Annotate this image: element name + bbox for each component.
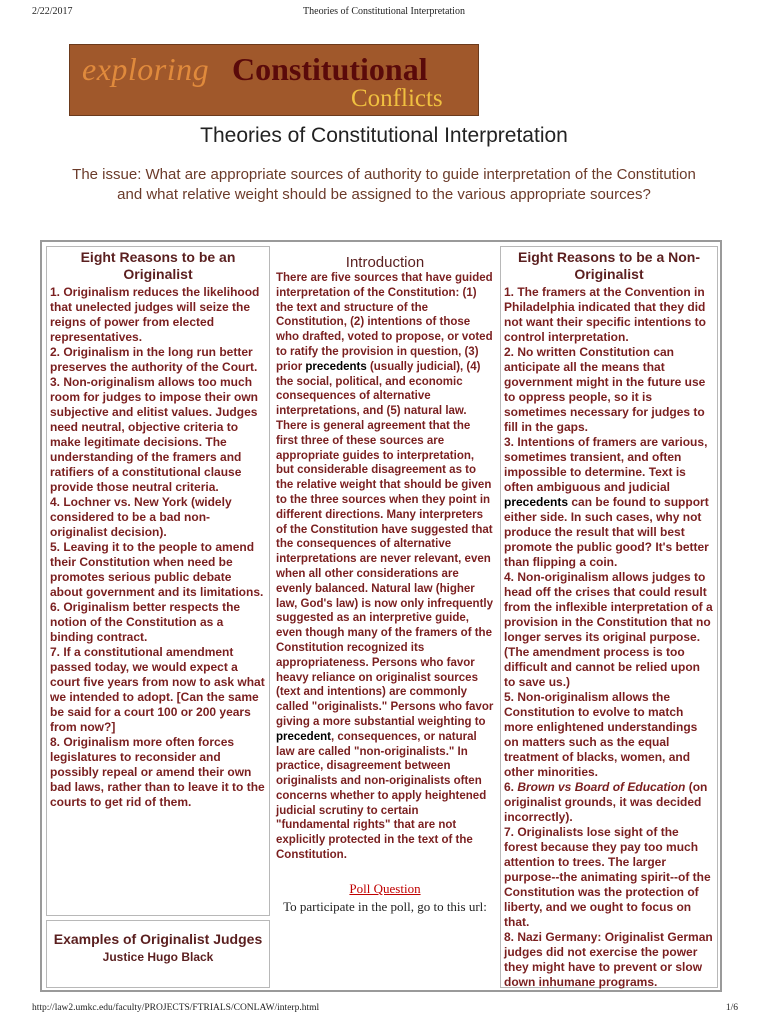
introduction-text (273, 271, 497, 863)
originalist-list (47, 285, 269, 810)
page-title: Theories of Constitutional Interpretation (200, 124, 568, 147)
intro-text-part: , consequences, or natural law are called "non-originalists." In practice, disagreement between originalists and non-originalists often concerns whether to apply heightened judicial scrutiny to certain "fundamental rights" that are not explicitly protected in the text of the Constitution. (276, 730, 487, 862)
banner-conflicts: Conflicts (351, 85, 443, 112)
non-originalist-list (501, 285, 717, 990)
non-originalist-heading: Eight Reasons to be a Non-Originalist (517, 249, 700, 282)
list-item: 5. Leaving it to the people to amend their Constitution when need be promotes serious public debate about government and its limitations. (50, 540, 264, 599)
list-item: 7. Originalists lose sight of the forest because they pay too much attention to trees. The larger purpose--the animating spirit--of the Constitution was the protection of liberty, and we ought to focus on that. (504, 825, 711, 929)
introduction-heading: Introduction (345, 254, 425, 271)
list-item: 2. Originalism in the long run better preserves the authority of the Court. (50, 345, 258, 374)
originalist-judges-heading: Examples of Originalist Judges (53, 931, 263, 947)
case-name: Brown vs Board of Education (517, 780, 686, 794)
print-page-number: 1/6 (725, 1003, 738, 1013)
list-item: 4. Lochner vs. New York (widely considered to be a bad non-originalist decision). (50, 495, 232, 539)
issue-statement: The issue: What are appropriate sources of authority to guide interpretation of the Constitution and what relative weight should be assigned to the various appropriate sources? (72, 166, 696, 203)
precedents-link[interactable]: precedents (305, 360, 367, 373)
introduction-column (273, 246, 497, 988)
originalist-reasons-column (46, 246, 270, 916)
poll-instructions: To participate in the poll, go to this url: (283, 898, 487, 914)
precedent-link[interactable]: precedent (276, 730, 331, 743)
list-item: 1. The framers at the Convention in Philadelphia indicated that they did not want their specific intentions to control interpretation. (504, 285, 707, 344)
list-item (504, 435, 714, 570)
originalist-judge-name: Justice Hugo Black (102, 950, 214, 964)
non-originalist-reasons-column (500, 246, 718, 988)
print-footer (0, 1003, 768, 1017)
list-item-text: 6. (504, 780, 518, 794)
list-item: 3. Non-originalism allows too much room for judges to impose their own subjective and elitist values. Judges need neutral, objective criteria to make legitimate decisions. The understanding of the framers and ratifiers of a constitutional clause provide those neutral criteria. (50, 375, 259, 494)
precedents-link[interactable]: precedents (504, 495, 569, 509)
list-item: 8. Nazi Germany: Originalist German judges did not exercise the power they might have to prevent or slow down inhumane programs. (504, 930, 713, 989)
intro-text-part: There are five sources that have guided interpretation of the Constitution: (1) the text and structure of the Constitution, (2) intentions of those who drafted, voted to propose, or voted to ratify the provision in question, (3) prior (276, 272, 493, 373)
print-header (0, 6, 768, 20)
list-item-text: 3. Intentions of framers are various, sometimes transient, and often impossible to determine. Text is often ambiguous and judicial (504, 435, 708, 494)
list-item: 4. Non-originalism allows judges to head off the crises that could result from the inflexible interpretation of a provision in the Constitution that no longer serves its original purpose. (The amendment process is too difficult and cannot be relied upon to save us.) (504, 570, 713, 689)
list-item: 2. No written Constitution can anticipate all the means that government might in the future use to oppress people, so it is sometimes necessary for judges to fill in the gaps. (504, 345, 706, 434)
list-item: 7. If a constitutional amendment passed today, we would expect a court five years from now to ask what we intended to adopt. [Can the same be said for a court 100 or 200 years from now?] (50, 645, 265, 734)
list-item-text: can be found to support either side. In such cases, why not produce the result that will best promote the public good? It's better than flipping a coin. (504, 495, 709, 569)
banner-constitutional: Constitutional (232, 51, 428, 87)
site-banner-logo (69, 44, 479, 116)
intro-text-part: (usually judicial), (4) the social, political, and economic consequences of alternative interpretations, and (5) natural law. There is general agreement that the first three of these sources are appropriate guides to interpretation, but considerable disagreement as to the relative weight that should be given to the three sources when they point in different directions. Many interpreters of the Constitution have suggested that the consequences of alternative interpretations are never relevant, even when all other considerations are evenly balanced. Natural law (higher law, God's law) is now only infrequently suggested as an interpretive guide, even though many of the framers of the Constitution recognized its appropriateness. Persons who favor heavy reliance on originalist sources (text and intentions) are commonly called "originalists." Persons who favor giving a more substantial weighting to (276, 360, 494, 728)
list-item-text: (on originalist grounds, it was decided incorrectly). (504, 780, 708, 824)
print-date: 2/22/2017 (32, 6, 73, 17)
list-item: 8. Originalism more often forces legislatures to reconsider and possibly repeal or amend their own bad laws, rather than to leave it to the courts to get rid of them. (50, 735, 265, 809)
list-item: 5. Non-originalism allows the Constitution to evolve to match more enlightened understandings on matters such as the equal treatment of blacks, women, and other minorities. (504, 690, 698, 779)
list-item (504, 780, 714, 825)
print-doc-title: Theories of Constitutional Interpretation (303, 6, 465, 17)
originalist-heading: Eight Reasons to be an Originalist (80, 249, 236, 282)
list-item: 6. Originalism better respects the notion of the Constitution as a binding contract. (50, 600, 241, 644)
print-url: http://law2.umkc.edu/faculty/PROJECTS/FTRIALS/CONLAW/interp.html (32, 1003, 320, 1013)
poll-question-link[interactable]: Poll Question (349, 880, 421, 896)
list-item: 1. Originalism reduces the likelihood that unelected judges will seize the reigns of power from elected representatives. (50, 285, 260, 344)
content-table (40, 240, 722, 992)
originalist-judges-box (46, 920, 270, 988)
banner-exploring: exploring (82, 51, 210, 87)
